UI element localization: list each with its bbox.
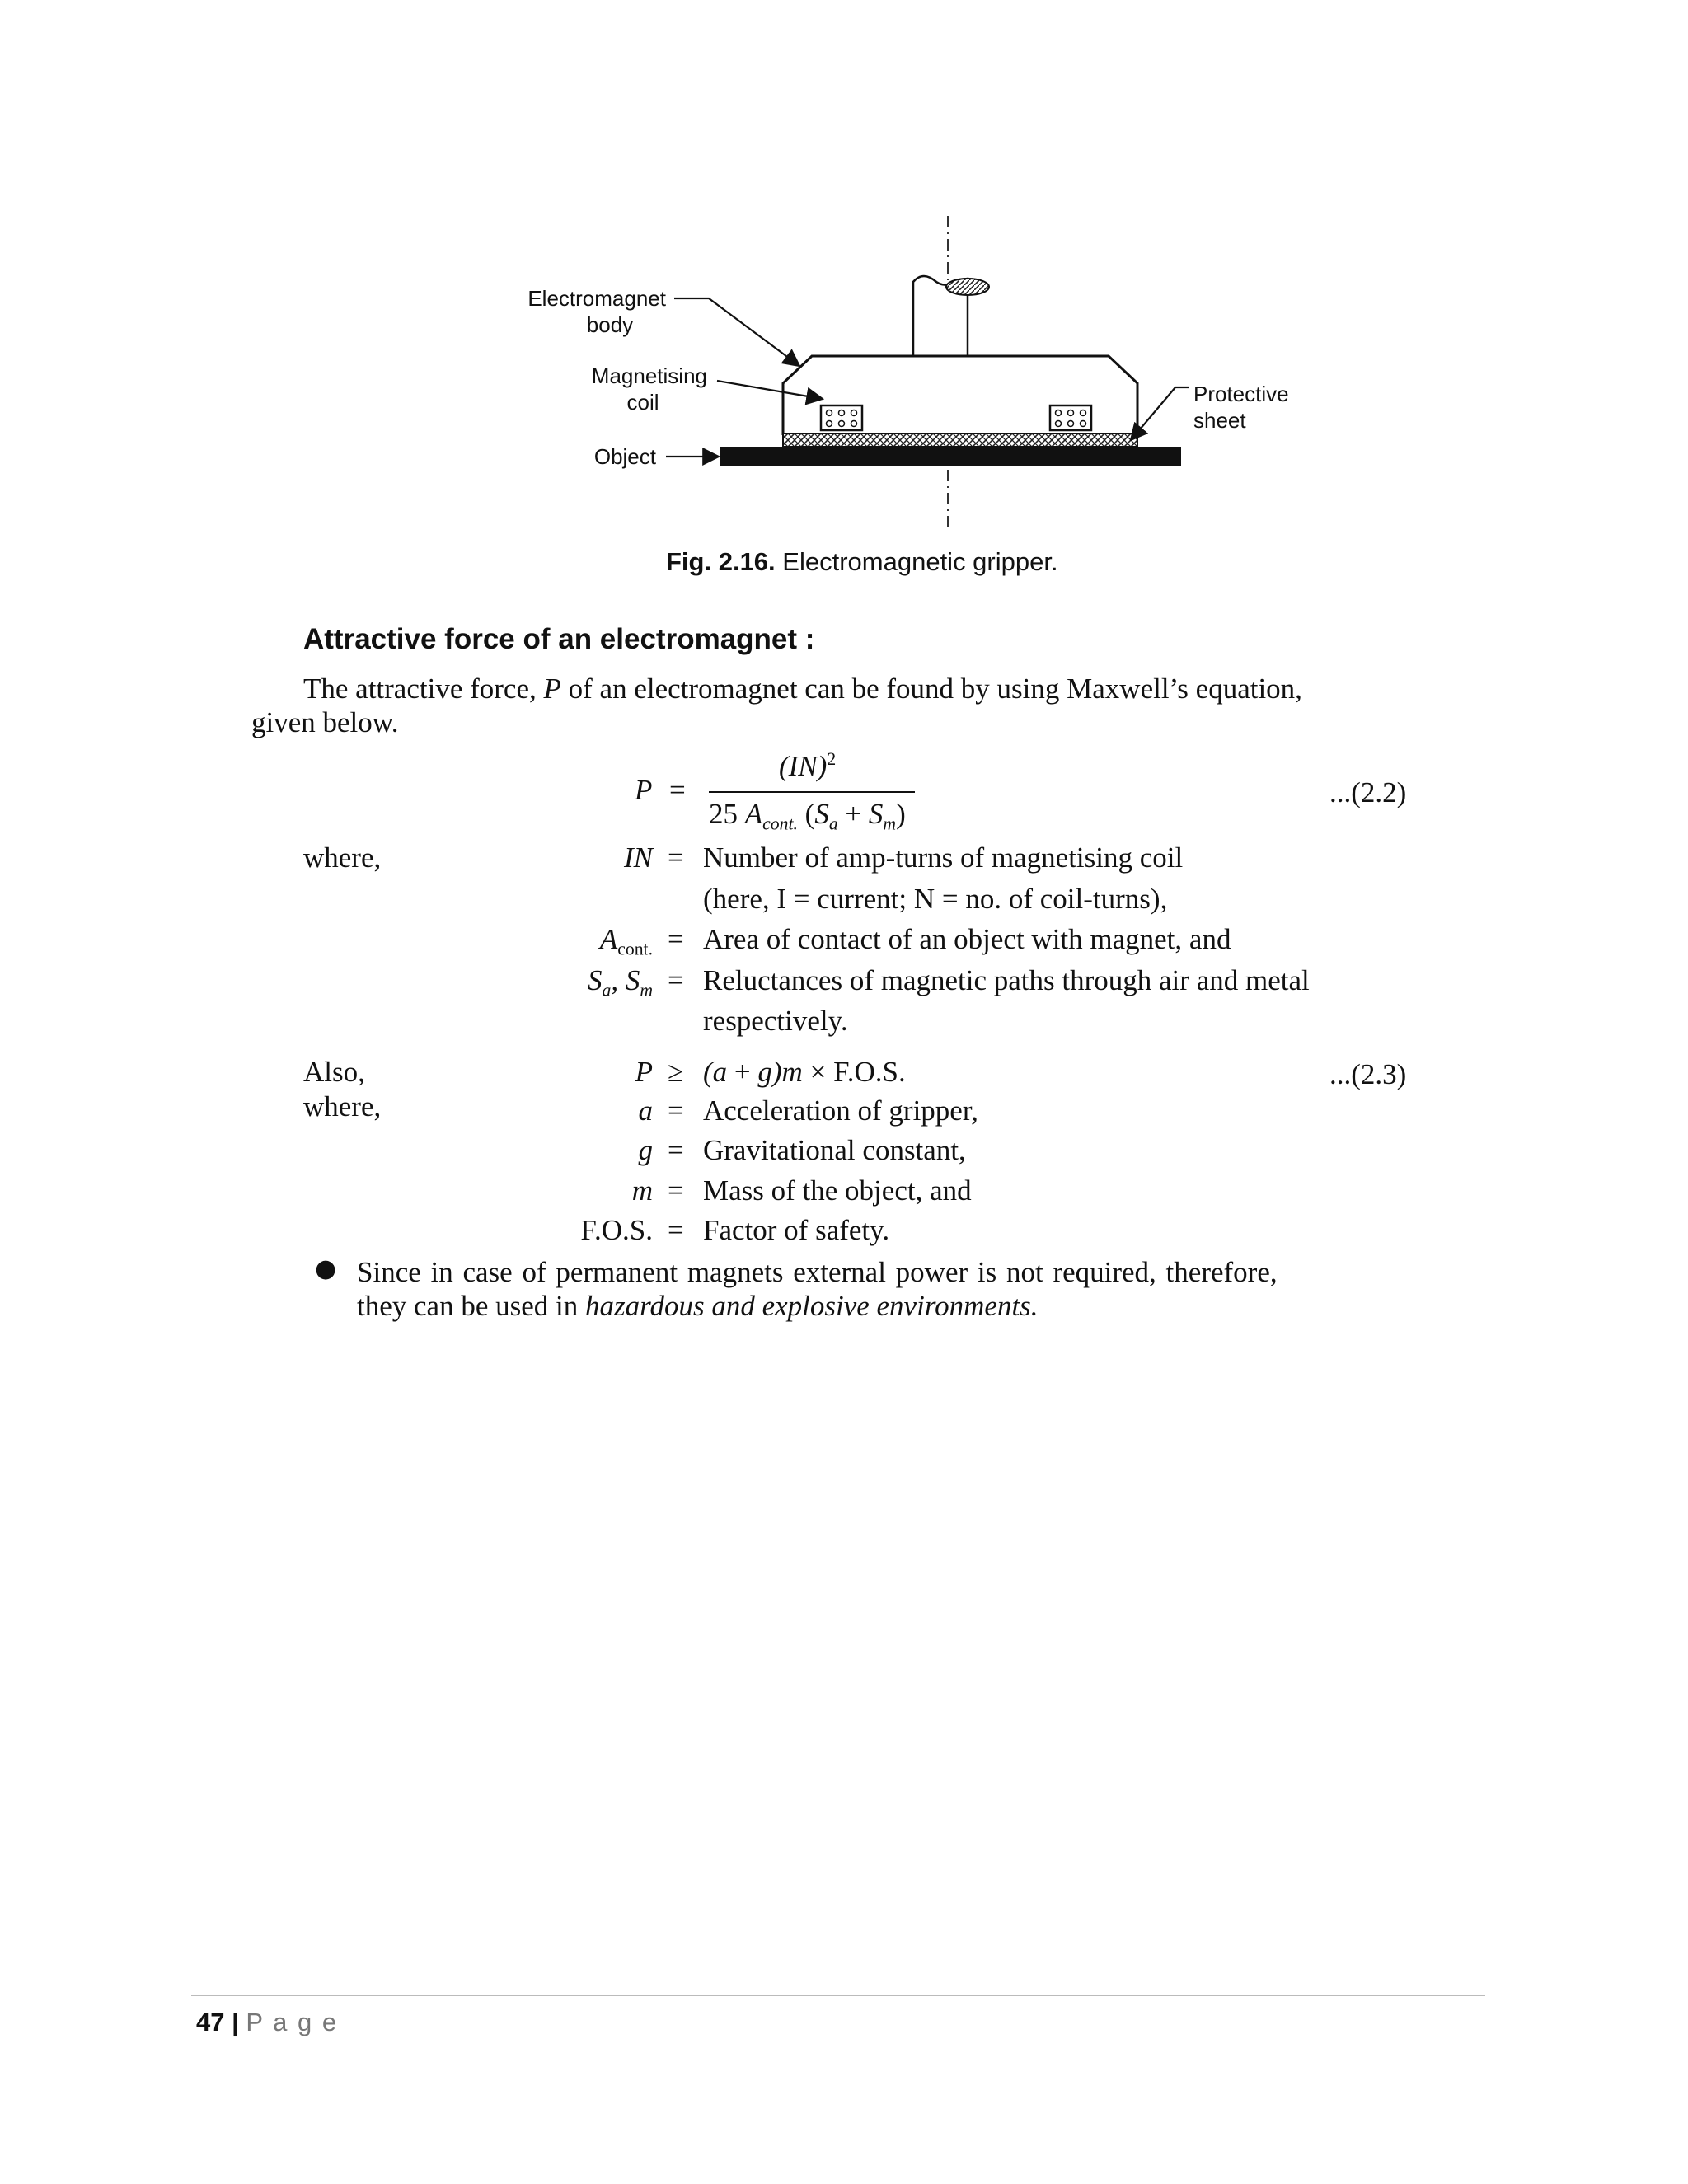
footer-page (196, 2008, 338, 2037)
eq23-row-fos-eq: = (668, 1214, 684, 1246)
eq22-den-S1-sub: a (828, 813, 838, 834)
eq22-equals: = (669, 774, 686, 806)
eq22-numerator (779, 748, 837, 782)
eq23-rel: ≥ (668, 1056, 684, 1088)
eq23-row-a-eq: = (668, 1094, 684, 1127)
eq23-row-g-text: Gravitational constant, (703, 1134, 966, 1166)
protective-sheet (783, 434, 1137, 447)
def-row-s-text: Reluctances of magnetic paths through air and metal (703, 964, 1310, 996)
eq22-lhs-var: P (635, 774, 653, 806)
eq22-lhs (635, 776, 652, 804)
def-row-acont-eq: = (668, 923, 684, 955)
label-electromagnet-body-1: Electromagnet (528, 286, 666, 311)
eq22-den-open: ( (797, 798, 815, 830)
eq23-row-m-text: Mass of the object, and (703, 1174, 972, 1207)
leader-protective-sheet (1131, 387, 1189, 440)
intro-line-2: given below. (251, 706, 399, 738)
figure-caption-text: Electromagnetic gripper. (782, 547, 1058, 576)
eq22-den-coef: 25 (709, 798, 745, 830)
eq23-row-g-sym: g (638, 1134, 653, 1166)
def-row-in-text: Number of amp-turns of magnetising coil (703, 841, 1184, 874)
eq23-tag: ...(2.3) (1329, 1058, 1407, 1090)
footer-rule (191, 1995, 1485, 1996)
def-row-s-eq: = (668, 964, 684, 996)
bullet-line-1: Since in case of permanent magnets external power is not required, therefore, (357, 1256, 1278, 1288)
intro-line-1-a: The attractive force, (303, 673, 544, 705)
def-row-in-eq: = (668, 841, 684, 874)
object-plate (720, 447, 1181, 466)
eq22-den-close: ) (896, 798, 906, 830)
eq23-row-a-text: Acceleration of gripper, (703, 1094, 978, 1127)
intro-line-1-var: P (543, 673, 561, 705)
eq23-row-m-sym: m (631, 1174, 653, 1207)
def-row-acont-text: Area of contact of an object with magnet, and (703, 923, 1231, 955)
eq22-den-S1: S (814, 798, 829, 830)
eq23-row-g-eq: = (668, 1134, 684, 1166)
eq23-lhs: P (635, 1056, 653, 1088)
label-magnetising-coil-2: coil (626, 390, 659, 415)
def-row-in-note: (here, I = current; N = no. of coil-turns), (703, 883, 1168, 915)
electromagnetic-gripper-figure (495, 206, 1319, 536)
figure-caption (666, 547, 1058, 577)
def-row-in-sym: IN (624, 841, 653, 874)
coil-right (1050, 405, 1091, 430)
section-heading: Attractive force of an electromagnet : (303, 623, 815, 655)
page-number: 47 (196, 2008, 225, 2036)
eq23-where: where, (303, 1090, 382, 1122)
label-protective-sheet-2: sheet (1193, 408, 1246, 433)
eq22-tag: ...(2.2) (1329, 776, 1407, 808)
def-row-s-text-cont: respectively. (703, 1005, 848, 1037)
eq22-num-text: (IN) (779, 750, 828, 782)
eq23-row-fos-sym: F.O.S. (580, 1214, 653, 1246)
def-row-s-sym: $S_a$, $S_m$ (587, 964, 653, 1001)
bullet-line-2: they can be used in hazardous and explosive environments. (357, 1290, 1039, 1322)
eq22-denominator (709, 798, 906, 834)
eq22-fraction-bar (709, 791, 915, 793)
def-row-acont-sym: $A_{cont.}$ (599, 923, 653, 959)
intro-line-1 (303, 674, 1302, 703)
eq22-den-S2-sub: m (883, 813, 897, 834)
label-object: Object (593, 444, 656, 469)
eq23-row-fos-text: Factor of safety. (703, 1214, 890, 1246)
bullet-mark: ● (315, 1254, 337, 1283)
eq23-row-a-sym: a (638, 1094, 653, 1127)
eq23-also: Also, (303, 1056, 365, 1088)
eq22-num-sup: 2 (827, 748, 837, 769)
label-magnetising-coil-1: Magnetising (591, 363, 707, 388)
eq23-row-m-eq: = (668, 1174, 684, 1207)
page-word: P a g e (246, 2008, 339, 2036)
eq22-den-S2: S (868, 798, 884, 830)
eq23-rhs: (a + g)m × F.O.S. (703, 1056, 906, 1088)
eq22-den-plus: + (837, 798, 869, 830)
coil-left (821, 405, 862, 430)
figure-caption-label: Fig. 2.16. (666, 547, 776, 576)
leader-electromagnet-body (674, 298, 799, 366)
label-electromagnet-body-2: body (586, 312, 634, 337)
shaft-end-hatch (946, 279, 989, 295)
label-protective-sheet-1: Protective (1193, 382, 1289, 406)
page-separator: | (232, 2008, 239, 2036)
intro-line-1-b: of an electromagnet can be found by using Maxwell’s equation, (560, 673, 1302, 705)
defs1-where: where, (303, 841, 382, 874)
eq22-den-A-sub: cont. (762, 813, 798, 834)
eq22-den-A: A (744, 798, 763, 830)
